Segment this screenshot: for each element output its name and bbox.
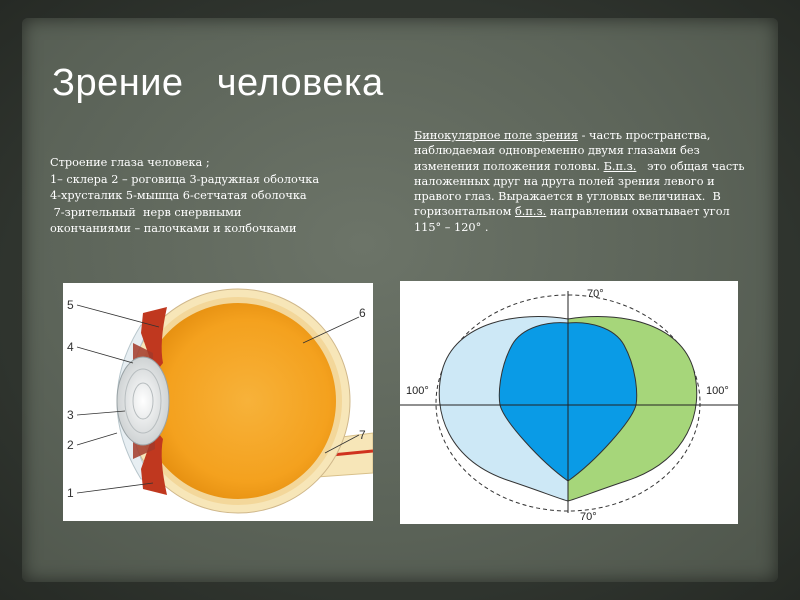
visual-field-panel	[400, 281, 738, 524]
eye-label: 6	[359, 306, 366, 320]
eye-label: 4	[67, 340, 74, 354]
binocular-abbreviation: Б.п.з.	[603, 159, 637, 173]
eye-label: 2	[67, 438, 74, 452]
binocular-sentence-3: направлении охватывает угол 115° – 120° .	[414, 205, 730, 234]
eye-structure-line: окончаниями – палочками и колбочками	[50, 222, 297, 235]
eye-label: 3	[67, 408, 74, 422]
eye-label: 7	[359, 428, 366, 442]
eye-structure-heading: Строение глаза человека ;	[50, 156, 210, 169]
slide-title: Зрение человека	[52, 62, 384, 104]
eye-structure-line: 4-хрусталик 5-мышца 6-сетчатая оболочка	[50, 189, 307, 202]
visual-field-diagram	[400, 281, 738, 524]
eye-structure-text	[50, 155, 385, 238]
binocular-field-text	[414, 128, 759, 235]
eye-diagram	[63, 283, 373, 521]
binocular-sentence-2: это общая часть наложенных друг на друга полей зрения левого и правого глаз. Выражается в угловых величинах. В горизонтальном	[414, 159, 749, 219]
eye-structure-line: 7-зрительный нерв снервными	[50, 205, 242, 219]
top-angle-label: 70°	[587, 288, 604, 300]
eye-diagram-panel	[63, 283, 373, 521]
right-angle-label: 100°	[706, 385, 729, 397]
eye-label: 1	[67, 486, 74, 500]
binocular-field-paragraph	[414, 128, 759, 235]
binocular-abbreviation-2: б.п.з.	[515, 205, 547, 219]
eye-structure-line: 1– склера 2 – роговица 3-радужная оболочка	[50, 172, 320, 186]
binocular-definition: - часть пространства, наблюдаемая одновременно двумя глазами без изменения положения головы.	[414, 129, 711, 173]
binocular-term: Бинокулярное поле зрения	[414, 129, 579, 142]
left-angle-label: 100°	[406, 385, 429, 397]
bottom-angle-label: 70°	[580, 511, 597, 523]
eye-label: 5	[67, 298, 74, 312]
